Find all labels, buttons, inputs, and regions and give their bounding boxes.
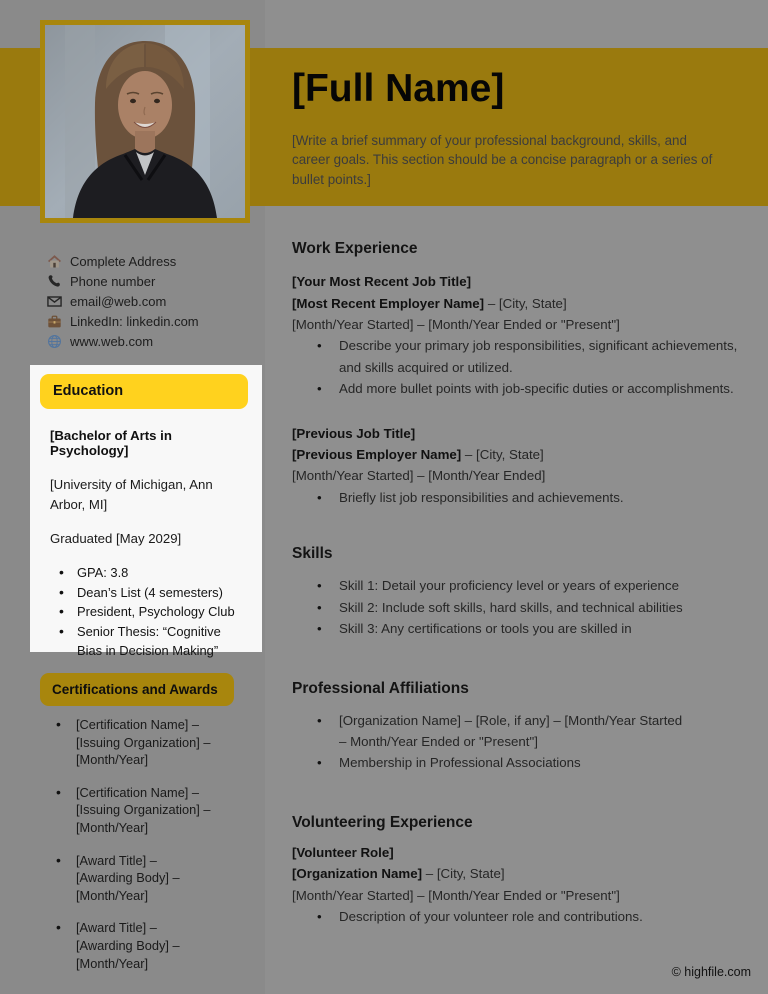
list-item: • GPA: 3.8 bbox=[77, 563, 249, 583]
job-entry-previous bbox=[292, 423, 747, 509]
contact-address bbox=[47, 251, 199, 271]
list-item: • Briefly list job responsibilities and achievements. bbox=[292, 487, 747, 508]
skills-heading: Skills bbox=[292, 545, 333, 563]
job-bullet-list bbox=[292, 487, 747, 508]
list-item: • Dean’s List (4 semesters) bbox=[77, 583, 249, 603]
home-icon bbox=[47, 254, 64, 269]
list-item: • [Award Title] – [Awarding Body] – [Month/Year] bbox=[40, 919, 216, 972]
certifications-bullet-list bbox=[40, 716, 216, 987]
job-dates: [Month/Year Started] – [Month/Year Ended] bbox=[292, 468, 546, 484]
affiliations-heading: Professional Affiliations bbox=[292, 679, 469, 697]
skills-bullet-list bbox=[292, 575, 747, 639]
watermark-credit: © highfile.com bbox=[671, 965, 751, 979]
email-icon bbox=[47, 294, 64, 309]
job-bullet-list bbox=[292, 335, 747, 399]
list-item: • Describe your primary job responsibilities, significant achievements, and skills acquired or utilized. bbox=[292, 335, 744, 378]
list-item: • President, Psychology Club bbox=[77, 602, 249, 622]
volunteer-bullet-list bbox=[292, 906, 747, 927]
briefcase-icon bbox=[47, 314, 64, 329]
list-item: • [Certification Name] – [Issuing Organization] – [Month/Year] bbox=[40, 784, 216, 837]
volunteering-heading: Volunteering Experience bbox=[292, 813, 473, 831]
volunteer-org: [Organization Name] – [City, State] bbox=[292, 866, 505, 882]
contact-phone-label: Phone number bbox=[70, 273, 156, 289]
list-item: • [Certification Name] – [Issuing Organization] – [Month/Year] bbox=[40, 716, 216, 769]
job-employer: [Previous Employer Name] – [City, State] bbox=[292, 447, 544, 463]
contact-email bbox=[47, 291, 199, 311]
education-bullet-list bbox=[30, 563, 262, 661]
contact-phone bbox=[47, 271, 199, 291]
contact-info bbox=[47, 251, 199, 351]
contact-website-label: www.web.com bbox=[70, 333, 154, 349]
list-item: • Senior Thesis: “Cognitive Bias in Decision Making” bbox=[77, 622, 249, 661]
education-section-card bbox=[30, 365, 262, 658]
list-item: • Membership in Professional Associations bbox=[292, 752, 692, 773]
education-section-title: Education bbox=[40, 374, 248, 409]
certifications-section-title: Certifications and Awards bbox=[40, 673, 234, 706]
contact-email-label: email@web.com bbox=[70, 293, 167, 309]
list-item: • Add more bullet points with job-specific duties or accomplishments. bbox=[292, 378, 744, 399]
list-item: • Skill 2: Include soft skills, hard skills, and technical abilities bbox=[292, 597, 747, 618]
volunteer-role: [Volunteer Role] bbox=[292, 844, 394, 860]
profile-photo-illustration bbox=[45, 25, 245, 218]
globe-icon bbox=[47, 334, 64, 349]
phone-icon bbox=[47, 274, 64, 289]
full-name-title: [Full Name] bbox=[292, 67, 505, 110]
list-item: • Description of your volunteer role and contributions. bbox=[292, 906, 747, 927]
contact-website bbox=[47, 331, 199, 351]
job-employer: [Most Recent Employer Name] – [City, State] bbox=[292, 295, 567, 311]
volunteer-dates: [Month/Year Started] – [Month/Year Ended or "Present"] bbox=[292, 887, 620, 903]
job-title: [Your Most Recent Job Title] bbox=[292, 274, 472, 290]
profile-photo bbox=[40, 20, 250, 223]
contact-address-label: Complete Address bbox=[70, 253, 177, 269]
education-degree: [Bachelor of Arts in Psychology] bbox=[50, 428, 172, 458]
education-graduation: Graduated [May 2029] bbox=[50, 531, 182, 546]
list-item: • [Organization Name] – [Role, if any] – [Month/Year Started – Month/Year Ended or "Present"] bbox=[292, 710, 692, 753]
main-content bbox=[292, 0, 747, 927]
affiliations-bullet-list bbox=[292, 710, 747, 774]
volunteer-entry bbox=[292, 842, 747, 928]
job-dates: [Month/Year Started] – [Month/Year Ended or "Present"] bbox=[292, 317, 620, 333]
contact-linkedin bbox=[47, 311, 199, 331]
job-entry-recent bbox=[292, 271, 747, 399]
contact-linkedin-label: LinkedIn: linkedin.com bbox=[70, 313, 199, 329]
list-item: • Skill 3: Any certifications or tools you are skilled in bbox=[292, 618, 747, 639]
job-title: [Previous Job Title] bbox=[292, 425, 416, 441]
list-item: • [Award Title] – [Awarding Body] – [Month/Year] bbox=[40, 852, 216, 905]
education-school: [University of Michigan, Ann Arbor, MI] bbox=[50, 477, 213, 512]
work-experience-heading: Work Experience bbox=[292, 240, 418, 258]
list-item: • Skill 1: Detail your proficiency level or years of experience bbox=[292, 575, 747, 596]
summary-paragraph: [Write a brief summary of your professional background, skills, and career goals. This section should be a concise paragraph or a series of bullet points.] bbox=[292, 133, 713, 187]
